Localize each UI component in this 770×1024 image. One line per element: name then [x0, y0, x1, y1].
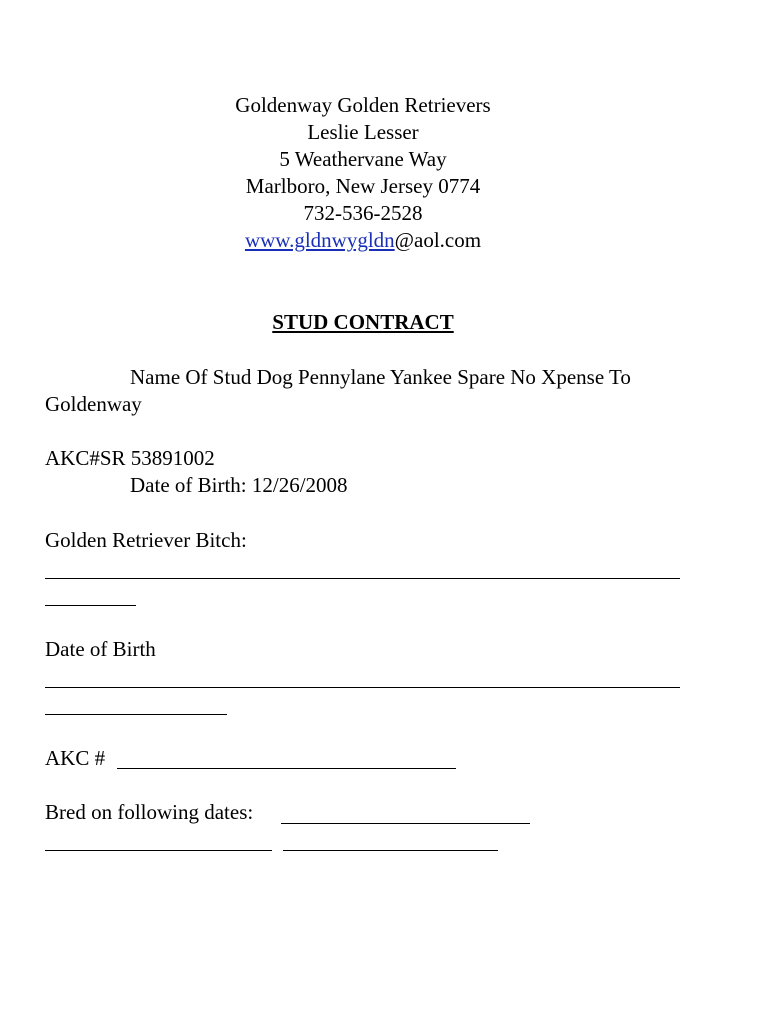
owner-name: Leslie Lesser [307, 120, 419, 144]
bitch-label: Golden Retriever Bitch: [45, 528, 247, 552]
bred-date-blank-2[interactable] [45, 850, 272, 851]
bitch-name-blank-line2[interactable] [45, 605, 136, 606]
street-address: 5 Weathervane Way [279, 147, 447, 171]
stud-dog-name-line1: Name Of Stud Dog Pennylane Yankee Spare No Xpense To [130, 365, 631, 389]
stud-date-of-birth: Date of Birth: 12/26/2008 [130, 473, 348, 497]
bitch-akc-label: AKC # [45, 746, 106, 770]
bitch-akc-blank[interactable] [117, 768, 456, 769]
stud-akc-number: AKC#SR 53891002 [45, 446, 215, 470]
city-address: Marlboro, New Jersey 0774 [245, 174, 481, 198]
bred-date-blank-1[interactable] [281, 823, 530, 824]
phone-number: 732-536-2528 [303, 201, 423, 225]
company-name: Goldenway Golden Retrievers [235, 93, 491, 117]
bitch-dob-blank-line2[interactable] [45, 714, 227, 715]
stud-dog-name-line2: Goldenway [45, 392, 142, 416]
website-link[interactable]: www.gldnwygldn [244, 228, 395, 252]
bred-date-blank-3[interactable] [283, 850, 498, 851]
bitch-name-blank-line1[interactable] [45, 578, 680, 579]
email-suffix: @aol.com [394, 228, 482, 252]
bitch-dob-blank-line1[interactable] [45, 687, 680, 688]
bred-dates-label: Bred on following dates: [45, 800, 254, 824]
contract-title: STUD CONTRACT [272, 310, 454, 334]
contact-email [0, 227, 726, 254]
bitch-dob-label: Date of Birth [45, 637, 156, 661]
